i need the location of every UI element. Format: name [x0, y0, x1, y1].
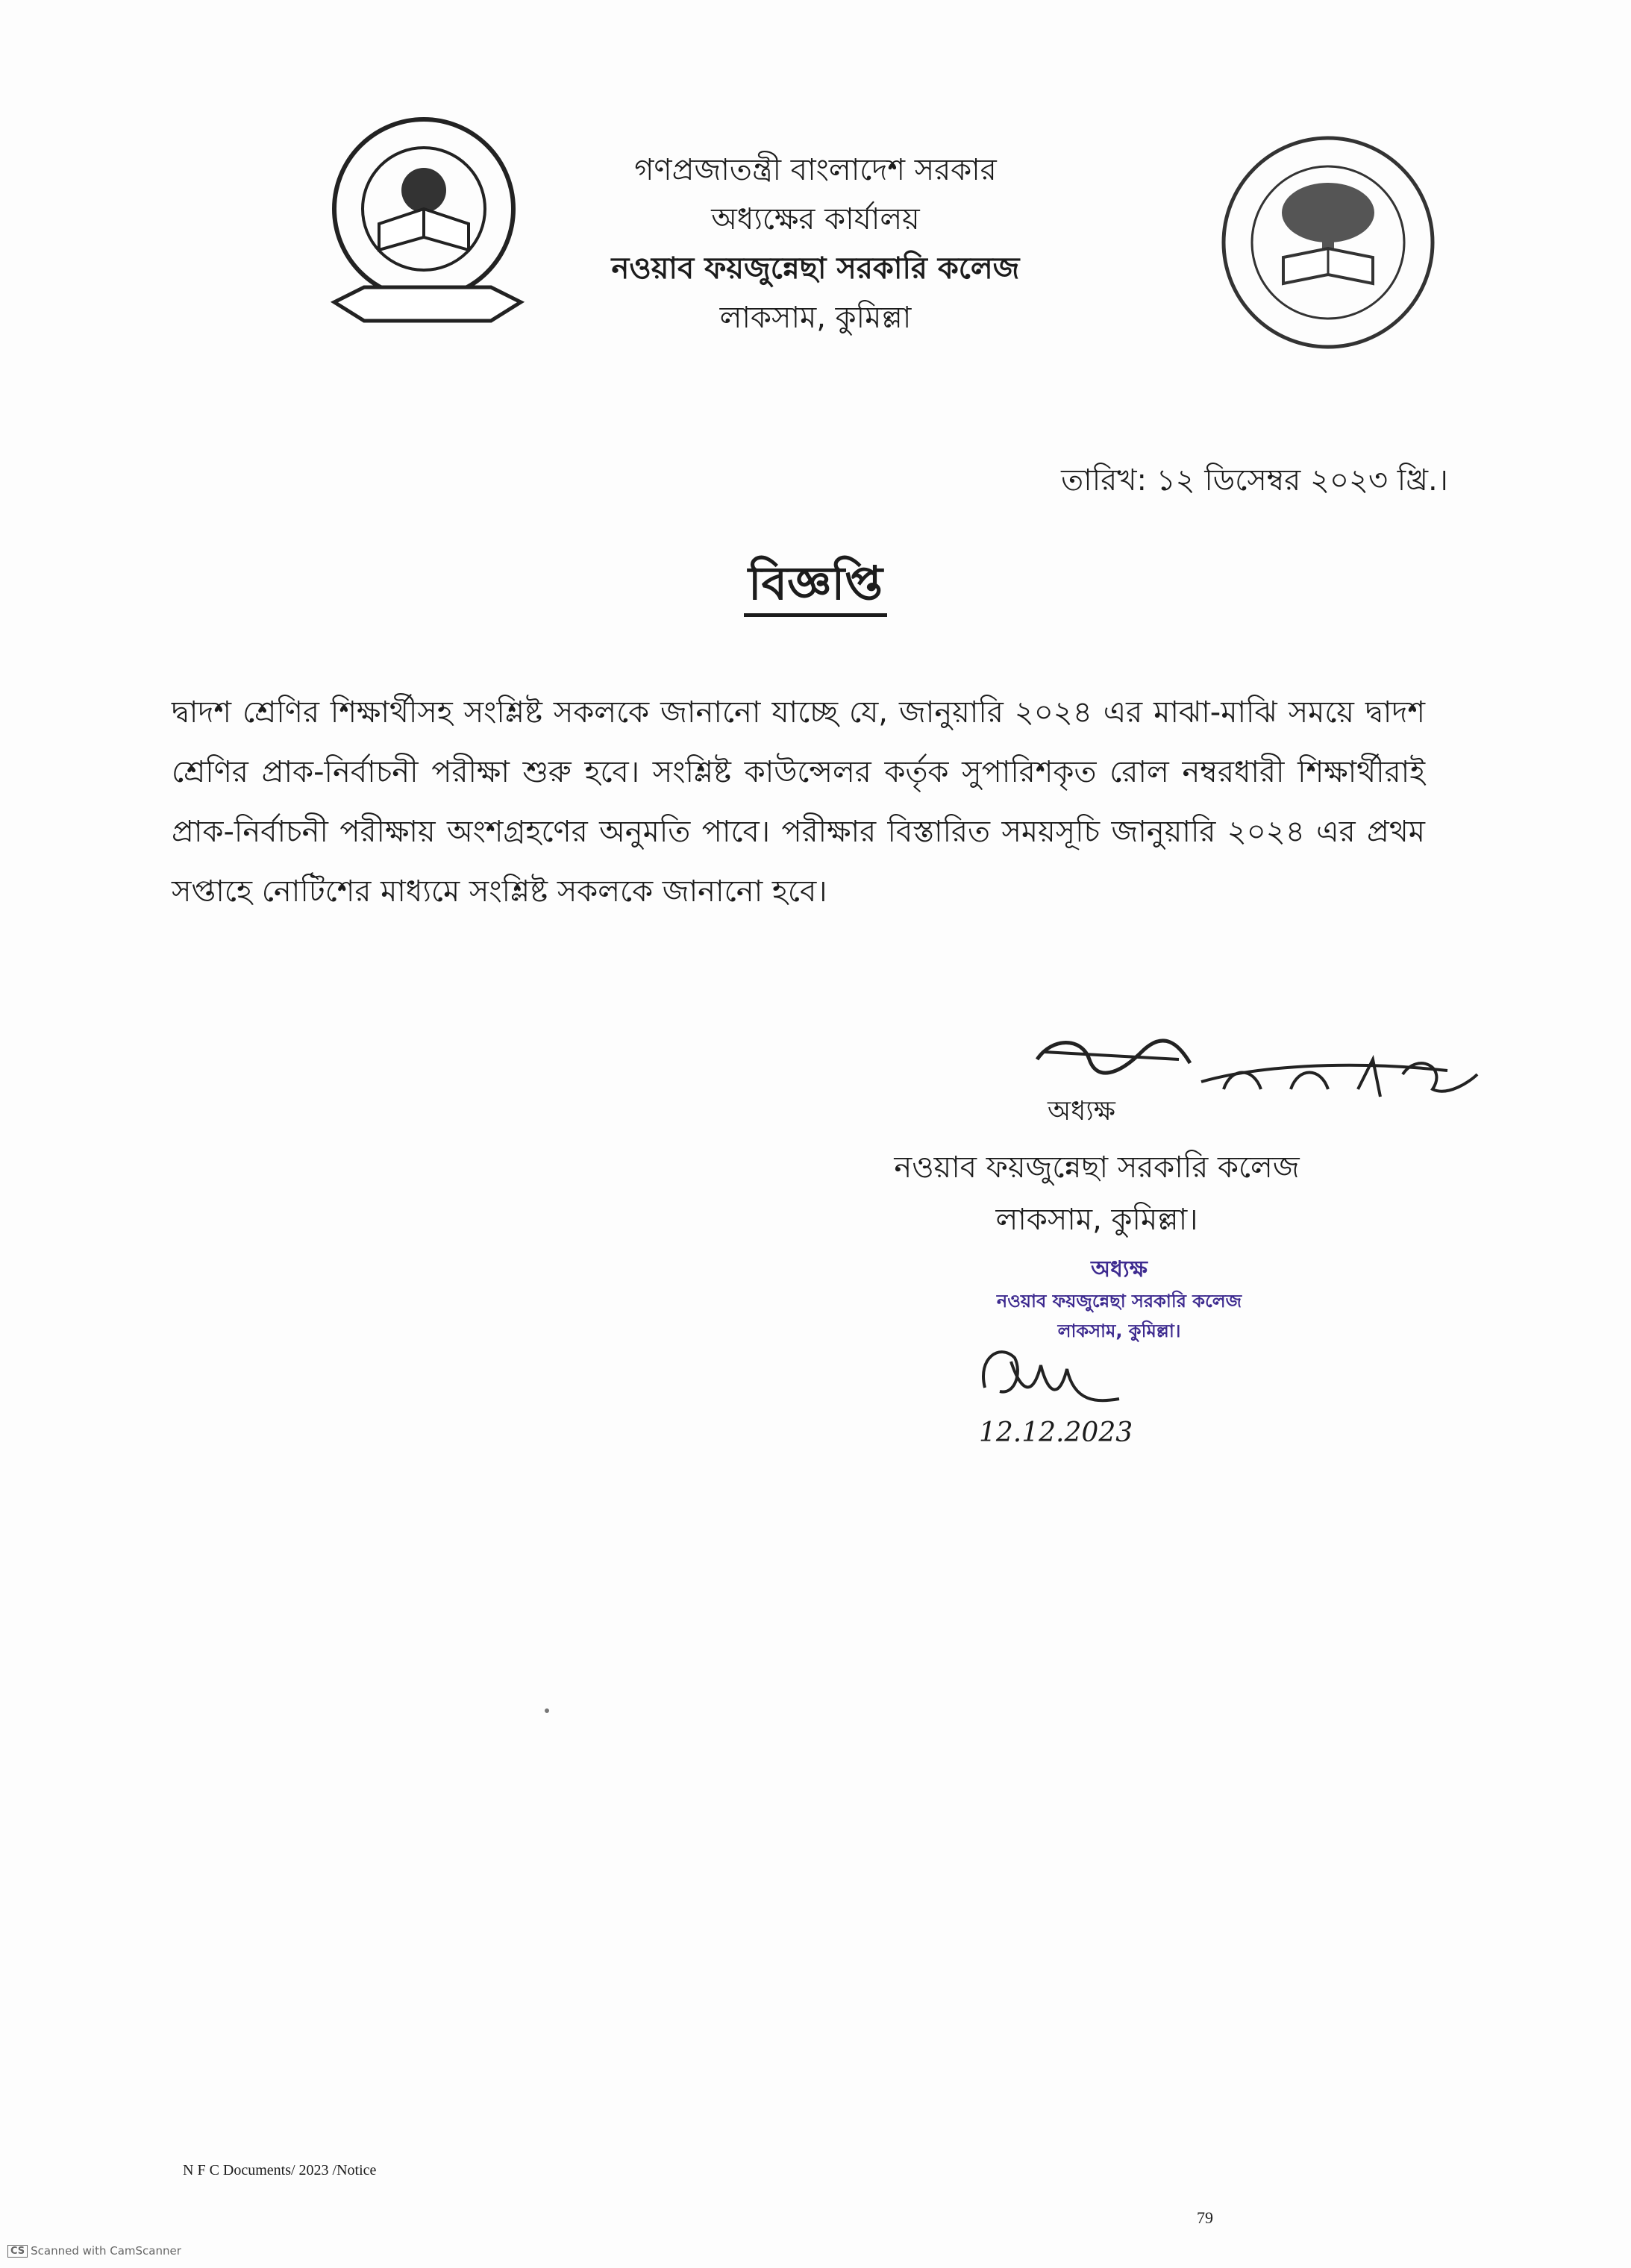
signature-college: নওয়াব ফয়জুন্নেছা সরকারি কলেজ	[894, 1150, 1300, 1185]
signature-location: লাকসাম, কুমিল্লা।	[995, 1203, 1198, 1237]
signature-role: অধ্যক্ষ	[1048, 1096, 1115, 1127]
letterhead	[0, 145, 1631, 342]
stamp-role: অধ্যক্ষ	[1091, 1256, 1148, 1282]
signature-block	[858, 1141, 1336, 1246]
notice-title	[0, 548, 1631, 625]
notice-title-text: বিজ্ঞপ্তি	[744, 556, 887, 617]
scan-speck	[545, 1708, 549, 1713]
scanner-watermark	[7, 2244, 181, 2258]
document-reference: N F C Documents/ 2023 /Notice	[183, 2162, 377, 2178]
camscanner-icon: CS	[7, 2245, 28, 2258]
stamp-college: নওয়াব ফয়জুন্নেছা সরকারি কলেজ	[996, 1291, 1242, 1312]
principal-stamp	[962, 1253, 1276, 1346]
government-name: গণপ্রজাতন্ত্রী বাংলাদেশ সরকার	[634, 153, 997, 187]
scanner-text: Scanned with CamScanner	[31, 2244, 181, 2258]
college-name: নওয়াব ফয়জুন্নেছা সরকারি কলেজ	[611, 251, 1020, 286]
college-location: লাকসাম, কুমিল্লা	[719, 301, 912, 335]
stamp-handwritten-date: 12.12.2023	[979, 1418, 1133, 1448]
page-number: 79	[1197, 2208, 1213, 2227]
notice-date: তারিখ: ১২ ডিসেম্বর ২০২৩ খ্রি.।	[1061, 463, 1448, 498]
stamp-location: লাকসাম, কুমিল্লা।	[1057, 1321, 1181, 1341]
office-name: অধ্যক্ষের কার্যালয়	[711, 202, 920, 236]
stamp-signature-icon	[970, 1335, 1134, 1418]
notice-body: দ্বাদশ শ্রেণির শিক্ষার্থীসহ সংশ্লিষ্ট সকলকে জানানো যাচ্ছে যে, জানুয়ারি ২০২৪ এর মাঝা-মাঝি সময়ে দ্বাদশ শ্রেণির প্রাক-নির্বাচনী পরীক্ষা শুরু হবে। সংশ্লিষ্ট কাউন্সেলর কর্তৃক সুপারিশকৃত রোল নম্বরধারী শিক্ষার্থীরাই প্রাক-নির্বাচনী পরীক্ষায় অংশগ্রহণের অনুমতি পাবে। পরীক্ষার বিস্তারিত সময়সূচি জানুয়ারি ২০২৪ এর প্রথম সপ্তাহে নোটিশের মাধ্যমে সংশ্লিষ্ট সকলকে জানানো হবে।	[172, 695, 1425, 909]
